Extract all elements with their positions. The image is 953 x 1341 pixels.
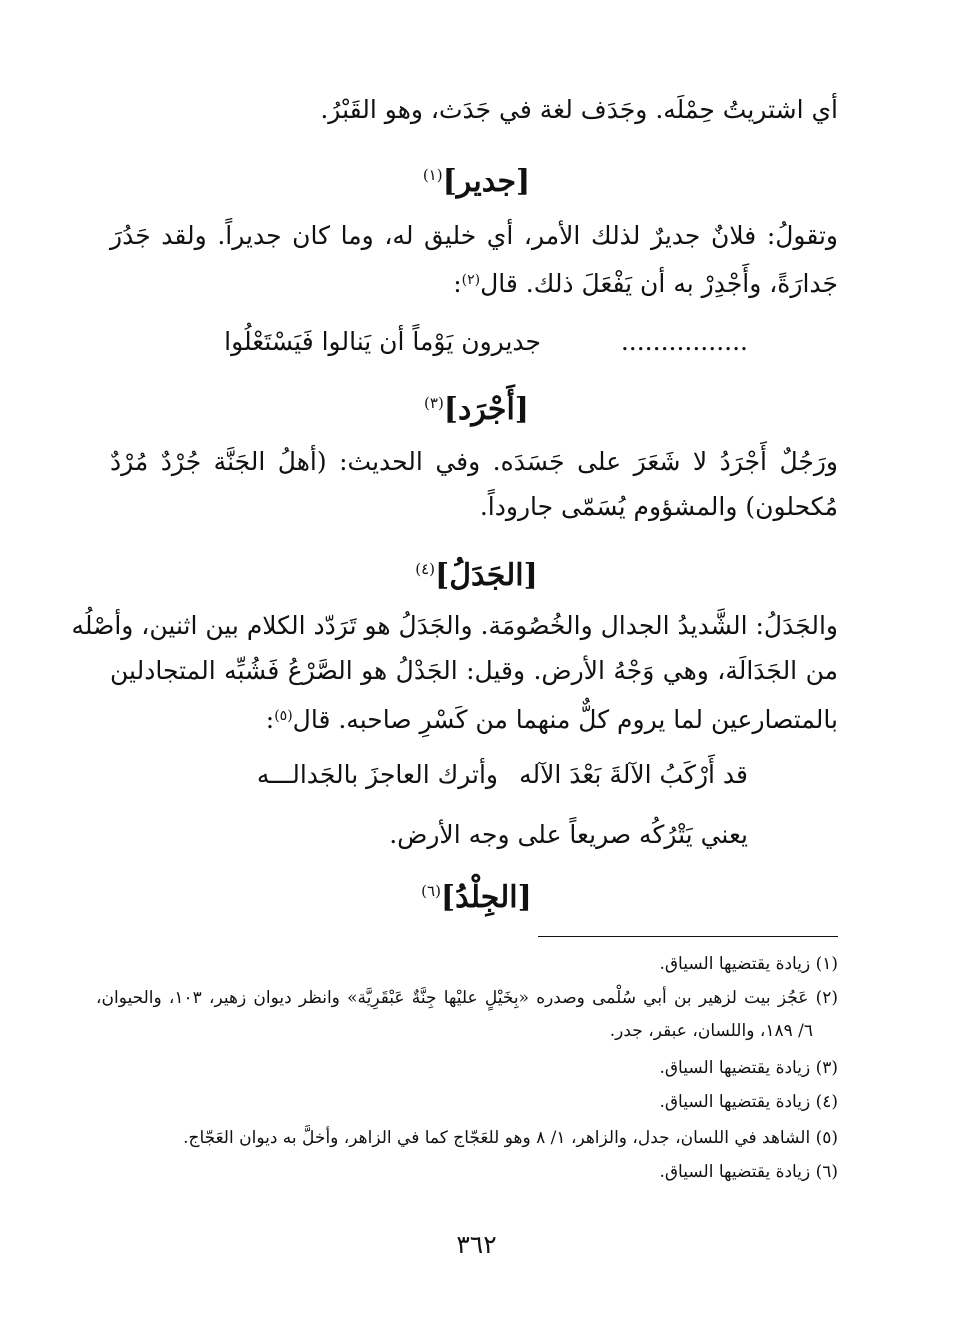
line-text: أي اشتريتُ حِمْلَه. وجَدَف لغة في جَدَث، وهو القَبْرُ. [320, 95, 838, 124]
footnote-separator [538, 936, 838, 937]
body-line [110, 651, 838, 691]
body-line [110, 696, 838, 740]
footnote-ref: (٥) [274, 708, 293, 724]
footnote: (٤) زيادة يقتضيها السياق. [659, 1092, 838, 1112]
verse-dots: ................ [620, 327, 748, 356]
line-text: يعني يَتْرُكُه صريعاً على وجه الأرض. [389, 820, 748, 849]
footnote-continuation: ٦/ ١٨٩، واللسان، عبقر، جدر. [609, 1021, 813, 1041]
line-text: جَدارَةً، وأَجْدِرْ به أن يَفْعَلَ ذلك. قال [480, 269, 838, 298]
body-line [110, 815, 748, 855]
footnote-ref: (٢) [461, 272, 481, 288]
heading-text: [أَجْرَد] [443, 392, 529, 427]
body-line [71, 606, 838, 646]
body-line [110, 260, 838, 304]
body-line [110, 487, 838, 527]
line-text: مُكحلون) والمشؤوم يُسَمّى جاروداً. [479, 492, 838, 521]
body-line [110, 216, 838, 256]
page-number: ٣٦٢ [456, 1230, 497, 1259]
line-text: بالمتصارعين لما يروم كلٌّ منهما من كَسْرِ صاحبه. قال [292, 705, 838, 734]
footnote-ref: (١) [422, 166, 443, 184]
footnote: (١) زيادة يقتضيها السياق. [659, 954, 838, 974]
footnote: (٢) عَجُز بيت لزهير بن أبي سُلْمى وصدره «بِخَيْلٍ عليْها جِنَّةٌ عَبْقَرِيَّة» وانظر ديوان زهير، ١٠٣، والحيوان، [96, 988, 838, 1008]
line-text: من الجَدَالَة، وهي وَجْهُ الأرض. وقيل: الجَدْلُ هو الصَّرْعُ فَشُبِّه المتجادلين [110, 656, 838, 685]
entry-heading [0, 150, 953, 207]
heading-text: [الجَدَلُ] [435, 558, 538, 593]
line-text: والجَدَلُ: الشَّديدُ الجدال والخُصُومَة. والجَدَلُ هو تَرَدّد الكلام بين اثنين، وأصْلُه [71, 611, 838, 640]
line-text: : [265, 705, 275, 734]
footnote: (٦) زيادة يقتضيها السياق. [659, 1162, 838, 1182]
line-text: وتقولُ: فلانٌ جديرٌ لذلك الأمر، أي خليق له، وما كان جديراً. ولقد جَدُرَ [110, 221, 838, 250]
body-line [110, 442, 838, 482]
line-text: ورَجُلٌ أَجْرَدُ لا شَعَرَ على جَسَدَه. وفي الحديث: (أهلُ الجَنَّة جُرْدٌ مُرْدٌ [110, 447, 838, 476]
footnote: (٣) زيادة يقتضيها السياق. [659, 1058, 838, 1078]
footnote-ref: (٣) [424, 394, 444, 412]
heading-text: [الجِلْدُ] [440, 880, 532, 915]
line-text: : [453, 269, 462, 298]
entry-heading [0, 866, 953, 923]
verse-hemistich-left: وأترك العاجزَ بالجَدالـــه [256, 760, 498, 789]
footnote-ref: (٤) [415, 560, 435, 578]
footnote: (٥) الشاهد في اللسان، جدل، والزاهر، ١/ ٨ وهو للعَجّاج كما في الزاهر، وأخلَّ به ديوان العَجّاج. [183, 1128, 838, 1148]
footnote-ref: (٦) [421, 882, 441, 900]
verse-hemistich-right: قد أَرْكَبُ الآلةَ بَعْدَ الآله [519, 760, 748, 789]
entry-heading [0, 378, 953, 435]
heading-text: [جدير] [442, 164, 531, 199]
entry-heading [0, 544, 953, 601]
verse-hemistich: جديرون يَوْماً أن يَنالوا فَيَسْتَعْلُوا [224, 327, 541, 356]
body-line [110, 90, 838, 130]
